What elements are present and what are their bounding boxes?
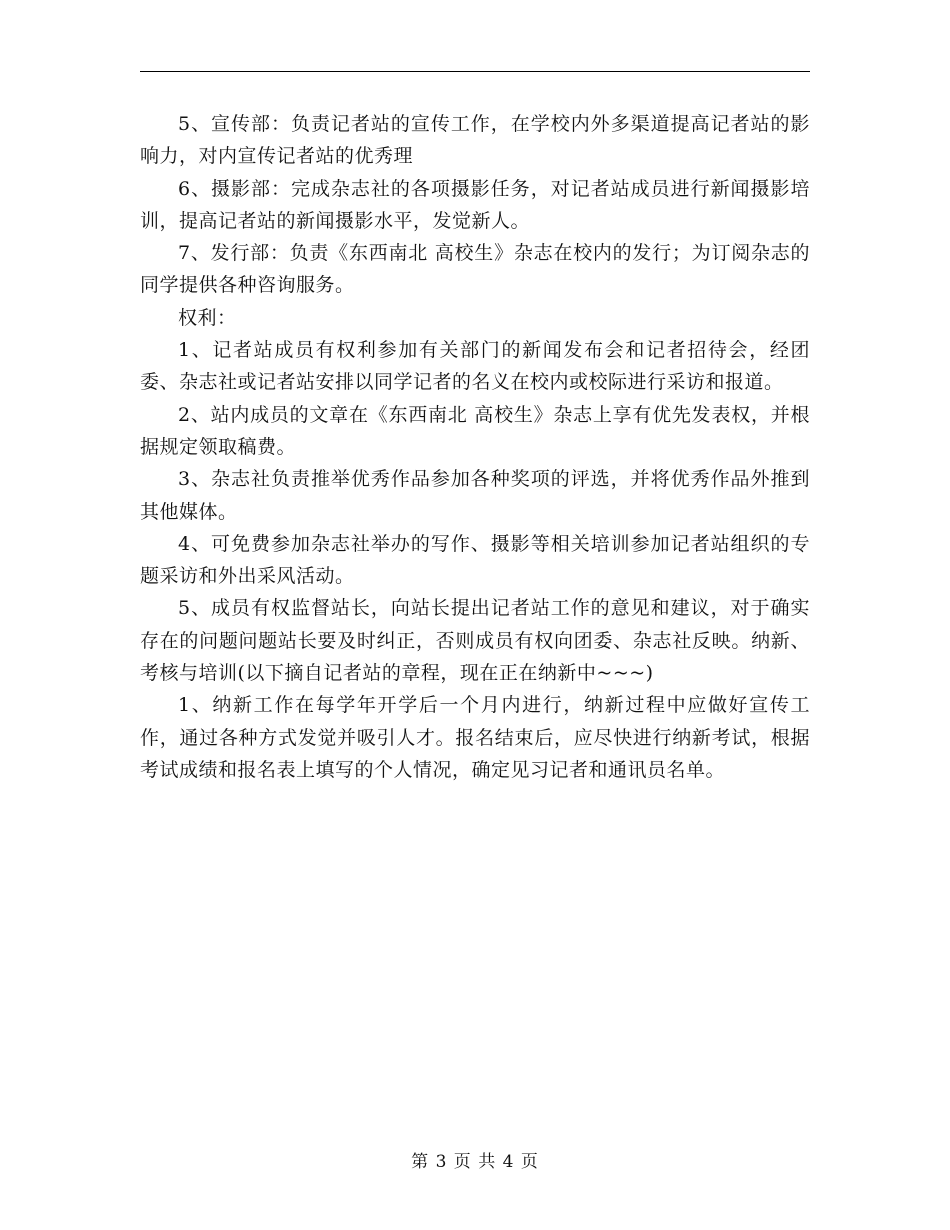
page-number: 第 3 页 共 4 页 (411, 1152, 539, 1172)
paragraph: 5、宣传部：负责记者站的宣传工作，在学校内外多渠道提高记者站的影响力，对内宣传记者站的优秀理 (140, 113, 810, 168)
paragraph: 2、站内成员的文章在《东西南北 高校生》杂志上享有优先发表权，并根据规定领取稿费。 (140, 403, 810, 458)
paragraph: 6、摄影部：完成杂志社的各项摄影任务，对记者站成员进行新闻摄影培训，提高记者站的新闻摄影水平，发觉新人。 (140, 177, 810, 232)
document-body (140, 108, 810, 786)
paragraph: 4、可免费参加杂志社举办的写作、摄影等相关培训参加记者站组织的专题采访和外出采风活动。 (140, 532, 810, 588)
page-footer (0, 1147, 950, 1172)
paragraph: 5、成员有权监督站长，向站长提出记者站工作的意见和建议，对于确实存在的问题问题站长要及时纠正，否则成员有权向团委、杂志社反映。纳新、考核与培训(以下摘自记者站的章程，现在正在纳新中~~~) (140, 597, 810, 685)
header-rule (140, 71, 810, 72)
paragraph: 7、发行部：负责《东西南北 高校生》杂志在校内的发行；为订阅杂志的同学提供各种咨询服务。 (140, 242, 810, 297)
paragraph: 1、纳新工作在每学年开学后一个月内进行，纳新过程中应做好宣传工作，通过各种方式发觉并吸引人才。报名结束后，应尽快进行纳新考试，根据考试成绩和报名表上填写的个人情况，确定见习记者和通讯员名单。 (140, 694, 810, 781)
paragraph: 3、杂志社负责推举优秀作品参加各种奖项的评选，并将优秀作品外推到其他媒体。 (140, 468, 810, 523)
paragraph: 1、记者站成员有权利参加有关部门的新闻发布会和记者招待会，经团委、杂志社或记者站安排以同学记者的名义在校内或校际进行采访和报道。 (140, 339, 810, 394)
section-heading: 权利： (178, 306, 237, 329)
